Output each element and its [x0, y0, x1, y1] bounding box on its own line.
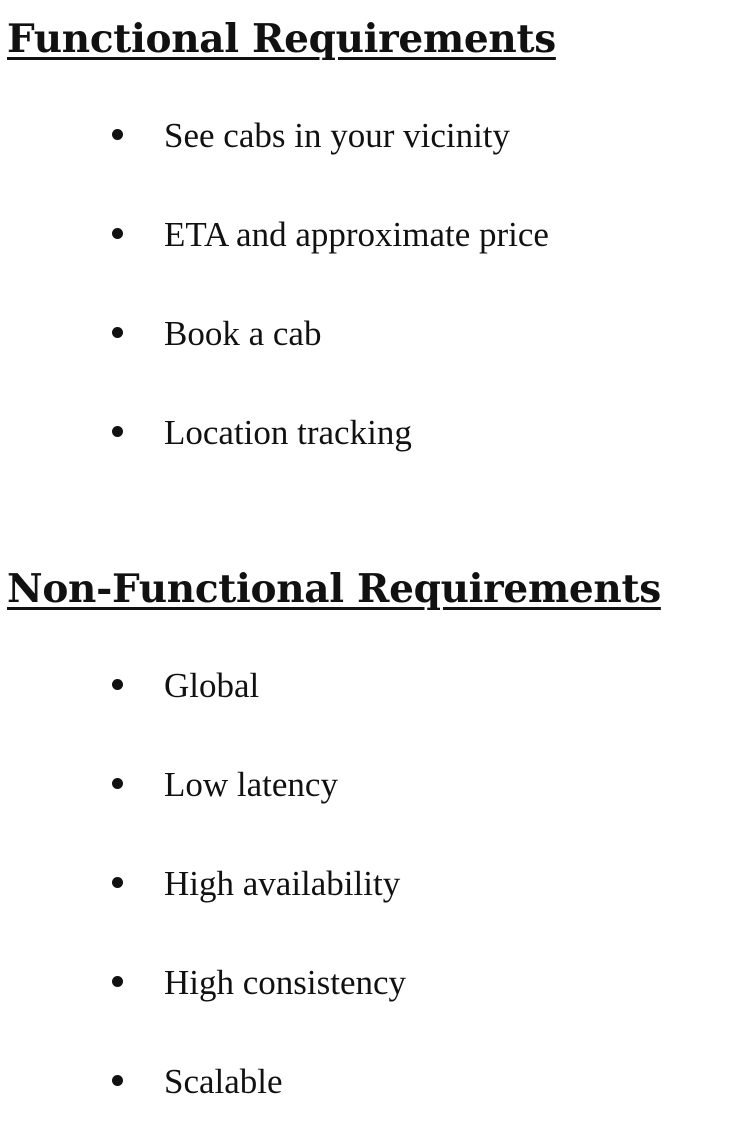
list-item [0, 116, 700, 156]
bullet-icon [112, 129, 123, 140]
bullet-icon [112, 1075, 123, 1086]
list-item-label: ETA and approximate price [164, 215, 549, 254]
list-item-label: High consistency [164, 963, 407, 1002]
list-item-label: Location tracking [164, 413, 412, 452]
list-item-label: See cabs in your vicinity [164, 116, 511, 155]
list-item-label: High availability [164, 864, 401, 903]
list-item [0, 1062, 700, 1102]
list-item-label: Low latency [164, 765, 338, 804]
bullet-icon [112, 976, 123, 987]
bullet-icon [112, 778, 123, 789]
bullet-icon [112, 426, 123, 437]
functional-requirements-heading: Functional Requirements [7, 16, 556, 62]
list-item [0, 765, 700, 805]
list-item [0, 963, 700, 1003]
bullet-icon [112, 327, 123, 338]
list-item [0, 864, 700, 904]
list-item [0, 413, 700, 453]
list-item-label: Scalable [164, 1062, 283, 1101]
non-functional-requirements-heading: Non-Functional Requirements [7, 566, 661, 612]
list-item [0, 314, 700, 354]
bullet-icon [112, 679, 123, 690]
bullet-icon [112, 877, 123, 888]
list-item [0, 666, 700, 706]
list-item [0, 215, 700, 255]
bullet-icon [112, 228, 123, 239]
list-item-label: Global [164, 666, 260, 705]
list-item-label: Book a cab [164, 314, 322, 353]
